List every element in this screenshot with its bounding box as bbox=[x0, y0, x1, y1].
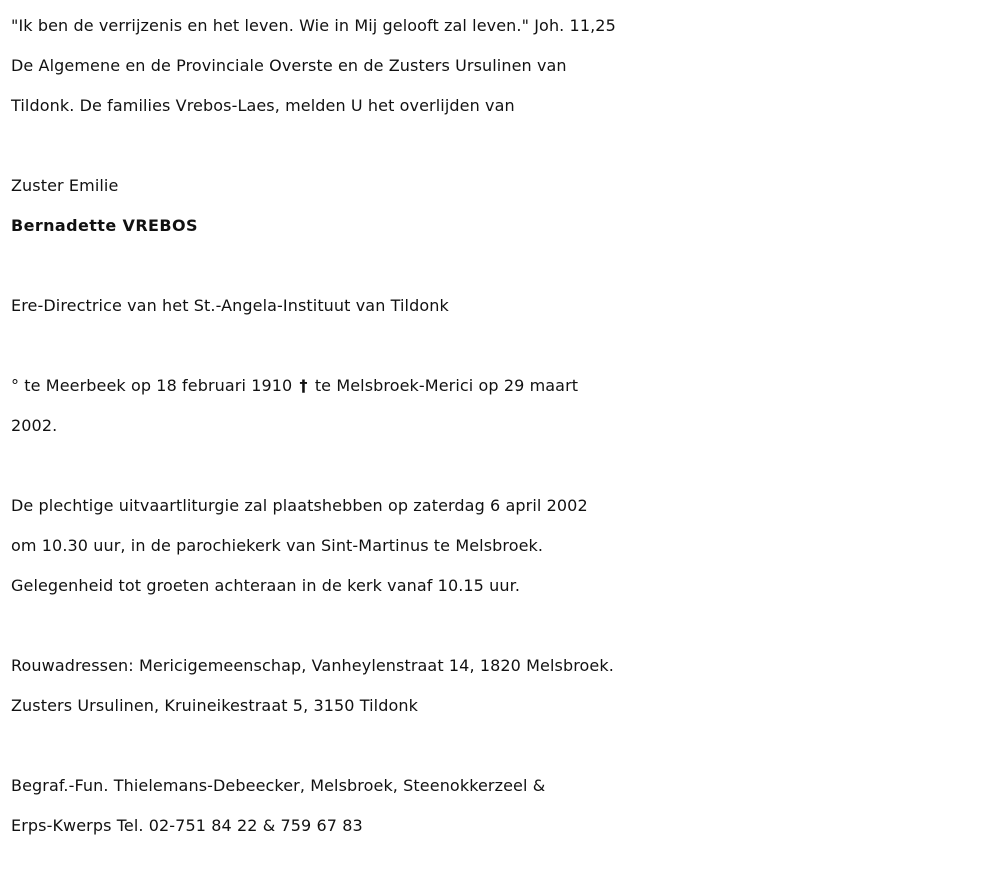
deceased-name: Bernadette VREBOS bbox=[11, 216, 198, 235]
undertaker-line-2: Erps-Kwerps Tel. 02-751 84 22 & 759 67 83 bbox=[11, 816, 363, 835]
announcement-line-2: Tildonk. De families Vrebos-Laes, melden U het overlijden van bbox=[11, 96, 515, 115]
obituary-notice bbox=[11, 6, 996, 846]
birth-info: ° te Meerbeek op 18 februari 1910 bbox=[11, 376, 293, 395]
funeral-line-1: De plechtige uitvaartliturgie zal plaatshebben op zaterdag 6 april 2002 bbox=[11, 496, 588, 515]
spacer bbox=[11, 606, 996, 646]
deceased-title: Ere-Directrice van het St.-Angela-Instituut van Tildonk bbox=[11, 296, 449, 315]
cross-icon: † bbox=[299, 376, 308, 395]
undertaker-line-1: Begraf.-Fun. Thielemans-Debeecker, Melsbroek, Steenokkerzeel & bbox=[11, 776, 546, 795]
mourning-address-2: Zusters Ursulinen, Kruineikestraat 5, 3150 Tildonk bbox=[11, 696, 418, 715]
spacer bbox=[11, 326, 996, 366]
spacer bbox=[11, 446, 996, 486]
death-year: 2002. bbox=[11, 416, 58, 435]
religious-name: Zuster Emilie bbox=[11, 176, 119, 195]
death-info: te Melsbroek-Merici op 29 maart bbox=[314, 376, 579, 395]
funeral-line-2: om 10.30 uur, in de parochiekerk van Sint-Martinus te Melsbroek. bbox=[11, 536, 544, 555]
spacer bbox=[11, 246, 996, 286]
spacer bbox=[11, 726, 996, 766]
funeral-line-3: Gelegenheid tot groeten achteraan in de kerk vanaf 10.15 uur. bbox=[11, 576, 521, 595]
spacer bbox=[11, 126, 996, 166]
bible-quote: "Ik ben de verrijzenis en het leven. Wie in Mij gelooft zal leven." Joh. 11,25 bbox=[11, 16, 616, 35]
announcement-line-1: De Algemene en de Provinciale Overste en de Zusters Ursulinen van bbox=[11, 56, 567, 75]
dates-line bbox=[11, 366, 996, 406]
mourning-address-1: Rouwadressen: Mericigemeenschap, Vanheylenstraat 14, 1820 Melsbroek. bbox=[11, 656, 614, 675]
